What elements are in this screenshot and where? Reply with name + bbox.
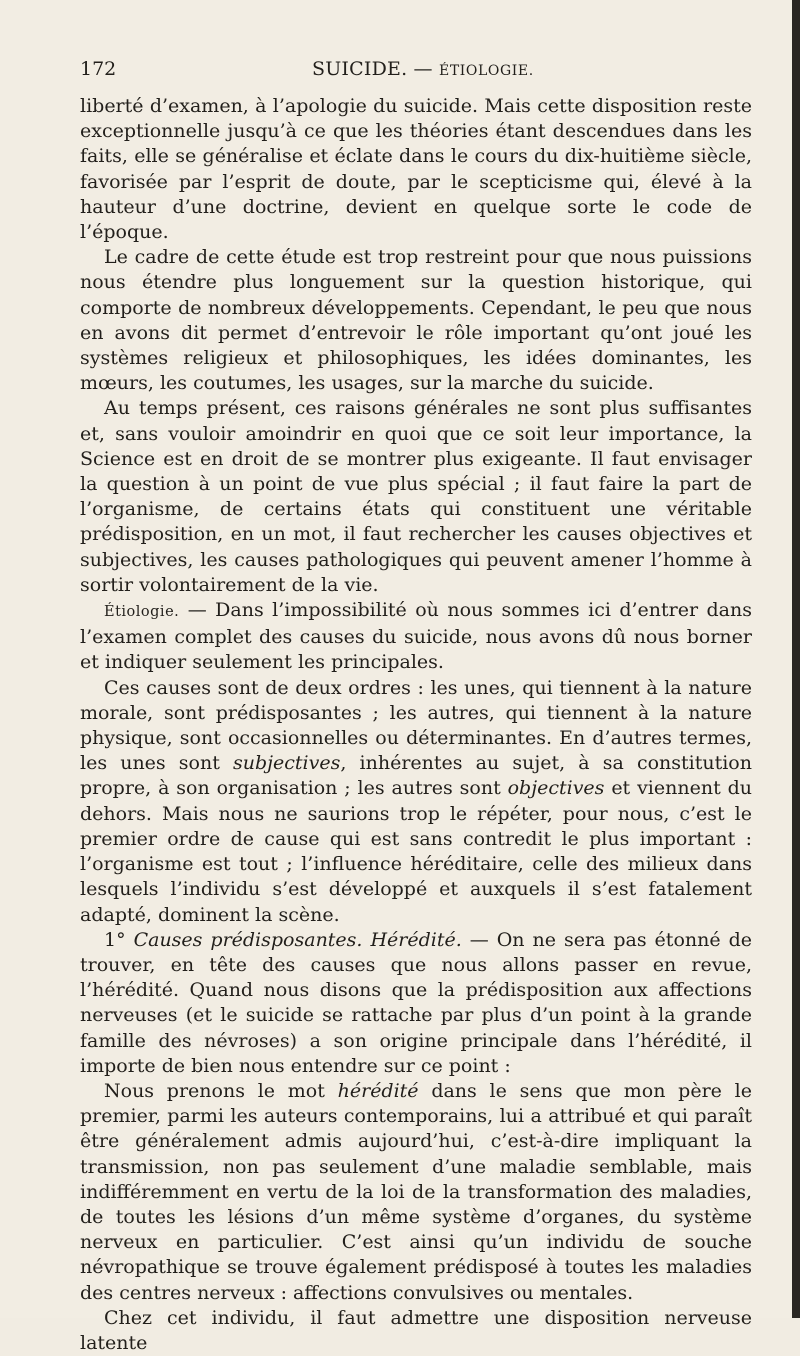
paragraph-5-part-2: , inhérentes au sujet, à sa constitution propre, à son organisation ; les autres sont bbox=[80, 752, 752, 800]
body-text bbox=[80, 94, 752, 1356]
page-number: 172 bbox=[80, 58, 117, 80]
term-objectives: objectives bbox=[507, 777, 605, 800]
running-title-main: SUICIDE. — bbox=[312, 58, 433, 80]
running-title-section: ÉTIOLOGIE. bbox=[439, 63, 534, 79]
term-heredite: hérédité bbox=[337, 1079, 419, 1102]
page-edge-shadow bbox=[792, 0, 800, 1318]
paragraph-5-part-3: et viennent du dehors. Mais nous ne saurions trop le répéter, pour nous, c’est le premier ordre de cause qui est sans contredit le plus important : l’organisme est tout ; l’influence héréditaire, celle des milieux dans lesquels l’individu s’est développé et auxquels il s’est fatalement adapté, dominent la scène. bbox=[80, 777, 752, 926]
section-number: 1° bbox=[104, 928, 134, 951]
running-title bbox=[312, 58, 534, 80]
subsection-heading: Causes prédisposantes. Hérédité. bbox=[133, 928, 462, 951]
paragraph-5 bbox=[80, 676, 752, 928]
paragraph-6-text: — On ne sera pas étonné de trouver, en tête des causes que nous allons passer en revue, l’hérédité. Quand nous disons que la prédisposition aux affections nerveuses (et le suicide se rattache par plus d’un point à la grande famille des névroses) a son origine principale dans l’hérédité, il importe de bien nous entendre sur ce point : bbox=[80, 928, 752, 1077]
paragraph-1: liberté d’examen, à l’apologie du suicide. Mais cette disposition reste exceptionnelle jusqu’à ce que les théories étant descendues dans les faits, elle se généralise et éclate dans le cours du dix-huitième siècle, favorisée par l’esprit de doute, par le scepticisme qui, élevé à la hauteur d’une doctrine, devient en quelque sorte le code de l’époque. bbox=[80, 95, 752, 244]
paragraph-5-part-1: Ces causes sont de deux ordres : les unes, qui tiennent à la nature morale, sont prédisposantes ; les autres, qui tiennent à la nature physique, sont occasionnelles ou déterminantes. En d’autres termes, les unes sont bbox=[80, 676, 752, 775]
term-subjectives: subjectives bbox=[233, 752, 341, 775]
paragraph-7-part-2: dans le sens que mon père le premier, parmi les auteurs contemporains, lui a attribué et qui paraît être généralement admis aujourd’hui, c’est-à-dire impliquant la transmission, non pas seulement d’une maladie semblable, mais indifféremment en vertu de la loi de la transformation des maladies, de toutes les lésions d’un même système d’organes, du système nerveux en particulier. C’est ainsi qu’un individu de souche névropathique se trouve également prédisposé à toutes les maladies des centres nerveux : affections convulsives ou mentales. bbox=[80, 1079, 752, 1304]
paragraph-3: Au temps présent, ces raisons générales ne sont plus suffisantes et, sans vouloir amoindrir en quoi que ce soit leur importance, la Science est en droit de se montrer plus exigeante. Il faut envisager la question à un point de vue plus spécial ; il faut faire la part de l’organisme, de certains états qui constituent une véritable prédisposition, en un mot, il faut rechercher les causes objectives et subjectives, les causes pathologiques qui peuvent amener l’homme à sortir volontairement de la vie. bbox=[80, 397, 752, 596]
paragraph-4 bbox=[80, 598, 752, 676]
paragraph-7-part-1: Nous prenons le mot bbox=[104, 1079, 338, 1102]
paragraph-6 bbox=[80, 928, 752, 1079]
paragraph-8: Chez cet individu, il faut admettre une disposition nerveuse latente bbox=[80, 1306, 752, 1354]
paragraph-4-text: — Dans l’impossibilité où nous sommes ici d’entrer dans l’examen complet des causes du suicide, nous avons dû nous borner et indiquer seulement les principales. bbox=[80, 599, 752, 674]
paragraph-7 bbox=[80, 1079, 752, 1306]
section-heading-etiologie: Étiologie. bbox=[104, 604, 180, 621]
paragraph-2: Le cadre de cette étude est trop restreint pour que nous puissions nous étendre plus longuement sur la question historique, qui comporte de nombreux développements. Cependant, le peu que nous en avons dit permet d’entrevoir le rôle important qu’ont joué les systèmes religieux et philosophiques, les idées dominantes, les mœurs, les coutumes, les usages, sur la marche du suicide. bbox=[80, 246, 752, 395]
running-header bbox=[80, 58, 752, 88]
